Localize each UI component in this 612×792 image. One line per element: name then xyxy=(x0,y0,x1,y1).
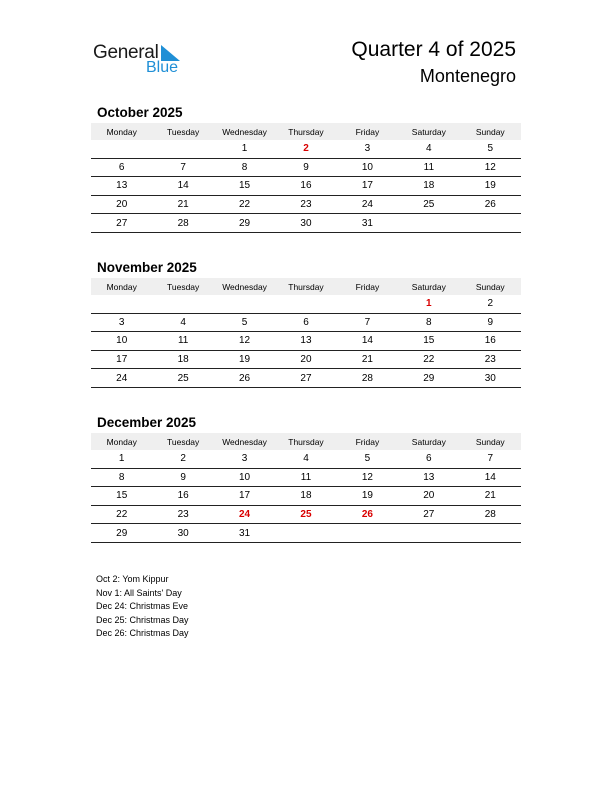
weekday-header: Thursday xyxy=(275,278,336,295)
day-cell: 8 xyxy=(398,313,459,332)
day-cell: 14 xyxy=(337,332,398,351)
day-cell: 15 xyxy=(398,332,459,351)
day-cell: 2 xyxy=(275,140,336,158)
week-row xyxy=(91,140,521,158)
day-cell: 1 xyxy=(398,295,459,313)
weekday-header: Saturday xyxy=(398,433,459,450)
week-row xyxy=(91,369,521,388)
weekday-header: Thursday xyxy=(275,433,336,450)
day-cell xyxy=(152,295,213,313)
weekday-header: Sunday xyxy=(460,433,521,450)
day-cell: 3 xyxy=(337,140,398,158)
day-cell: 25 xyxy=(275,505,336,524)
month-table xyxy=(91,433,521,543)
day-cell: 12 xyxy=(460,158,521,177)
holiday-note: Oct 2: Yom Kippur xyxy=(96,574,169,584)
day-cell: 8 xyxy=(214,158,275,177)
day-cell: 16 xyxy=(152,487,213,506)
day-cell: 10 xyxy=(337,158,398,177)
week-row xyxy=(91,313,521,332)
day-cell xyxy=(91,295,152,313)
day-cell: 21 xyxy=(460,487,521,506)
month-title: November 2025 xyxy=(97,260,197,275)
weekday-header: Tuesday xyxy=(152,123,213,140)
weekday-header-row xyxy=(91,433,521,450)
country-name: Montenegro xyxy=(419,66,516,86)
day-cell: 16 xyxy=(275,177,336,196)
day-cell: 11 xyxy=(398,158,459,177)
day-cell: 25 xyxy=(398,195,459,214)
day-cell: 29 xyxy=(398,369,459,388)
holiday-note: Dec 26: Christmas Day xyxy=(96,628,189,639)
day-cell: 1 xyxy=(214,140,275,158)
month-title: December 2025 xyxy=(97,415,197,430)
day-cell: 19 xyxy=(214,350,275,369)
day-cell: 28 xyxy=(152,214,213,233)
day-cell: 11 xyxy=(152,332,213,351)
day-cell: 11 xyxy=(275,468,336,487)
day-cell: 27 xyxy=(275,369,336,388)
day-cell: 21 xyxy=(152,195,213,214)
day-cell: 30 xyxy=(275,214,336,233)
day-cell: 23 xyxy=(152,505,213,524)
day-cell: 30 xyxy=(460,369,521,388)
day-cell: 5 xyxy=(214,313,275,332)
day-cell: 4 xyxy=(275,450,336,468)
holiday-notes xyxy=(96,573,189,641)
day-cell: 17 xyxy=(91,350,152,369)
day-cell: 1 xyxy=(91,450,152,468)
month-calendar xyxy=(91,413,521,543)
weekday-header: Wednesday xyxy=(214,278,275,295)
day-cell: 2 xyxy=(460,295,521,313)
day-cell: 27 xyxy=(398,505,459,524)
week-row xyxy=(91,332,521,351)
day-cell: 16 xyxy=(460,332,521,351)
weekday-header: Saturday xyxy=(398,278,459,295)
day-cell: 26 xyxy=(337,505,398,524)
weekday-header-row xyxy=(91,278,521,295)
week-row xyxy=(91,295,521,313)
week-row xyxy=(91,468,521,487)
day-cell: 6 xyxy=(275,313,336,332)
day-cell: 22 xyxy=(214,195,275,214)
week-row xyxy=(91,450,521,468)
weekday-header: Friday xyxy=(337,123,398,140)
week-row xyxy=(91,158,521,177)
day-cell: 3 xyxy=(91,313,152,332)
day-cell xyxy=(460,214,521,233)
weekday-header: Monday xyxy=(91,123,152,140)
day-cell: 9 xyxy=(152,468,213,487)
day-cell: 19 xyxy=(460,177,521,196)
day-cell: 19 xyxy=(337,487,398,506)
day-cell xyxy=(91,140,152,158)
day-cell: 13 xyxy=(275,332,336,351)
day-cell xyxy=(214,295,275,313)
day-cell: 18 xyxy=(275,487,336,506)
day-cell xyxy=(398,524,459,543)
day-cell: 9 xyxy=(460,313,521,332)
day-cell: 15 xyxy=(91,487,152,506)
day-cell: 29 xyxy=(91,524,152,543)
day-cell: 28 xyxy=(337,369,398,388)
day-cell: 22 xyxy=(91,505,152,524)
weekday-header: Friday xyxy=(337,278,398,295)
day-cell: 7 xyxy=(152,158,213,177)
day-cell: 17 xyxy=(337,177,398,196)
day-cell: 23 xyxy=(275,195,336,214)
day-cell: 10 xyxy=(214,468,275,487)
weekday-header: Monday xyxy=(91,278,152,295)
day-cell xyxy=(398,214,459,233)
day-cell: 23 xyxy=(460,350,521,369)
page-title: Quarter 4 of 2025 xyxy=(351,38,516,61)
day-cell: 10 xyxy=(91,332,152,351)
day-cell: 31 xyxy=(214,524,275,543)
day-cell: 18 xyxy=(398,177,459,196)
week-row xyxy=(91,487,521,506)
day-cell: 22 xyxy=(398,350,459,369)
day-cell: 20 xyxy=(91,195,152,214)
day-cell: 26 xyxy=(460,195,521,214)
weekday-header: Tuesday xyxy=(152,433,213,450)
day-cell: 6 xyxy=(398,450,459,468)
day-cell: 2 xyxy=(152,450,213,468)
day-cell: 27 xyxy=(91,214,152,233)
day-cell: 28 xyxy=(460,505,521,524)
day-cell: 29 xyxy=(214,214,275,233)
day-cell: 17 xyxy=(214,487,275,506)
logo-word-blue: Blue xyxy=(146,59,179,76)
day-cell xyxy=(152,140,213,158)
day-cell: 24 xyxy=(214,505,275,524)
day-cell: 18 xyxy=(152,350,213,369)
week-row xyxy=(91,505,521,524)
week-row xyxy=(91,195,521,214)
month-calendar xyxy=(91,103,521,233)
day-cell: 4 xyxy=(152,313,213,332)
day-cell: 14 xyxy=(460,468,521,487)
weekday-header-row xyxy=(91,123,521,140)
day-cell: 26 xyxy=(214,369,275,388)
logo-word-general: General xyxy=(93,42,159,63)
weekday-header: Tuesday xyxy=(152,278,213,295)
week-row xyxy=(91,177,521,196)
weekday-header: Wednesday xyxy=(214,123,275,140)
day-cell: 30 xyxy=(152,524,213,543)
weekday-header: Sunday xyxy=(460,123,521,140)
day-cell: 14 xyxy=(152,177,213,196)
day-cell: 5 xyxy=(337,450,398,468)
month-table xyxy=(91,278,521,388)
day-cell: 3 xyxy=(214,450,275,468)
weekday-header: Friday xyxy=(337,433,398,450)
day-cell xyxy=(460,524,521,543)
day-cell: 6 xyxy=(91,158,152,177)
day-cell: 13 xyxy=(398,468,459,487)
day-cell xyxy=(337,295,398,313)
weekday-header: Thursday xyxy=(275,123,336,140)
day-cell: 20 xyxy=(398,487,459,506)
day-cell: 8 xyxy=(91,468,152,487)
day-cell: 5 xyxy=(460,140,521,158)
day-cell: 13 xyxy=(91,177,152,196)
day-cell: 24 xyxy=(337,195,398,214)
day-cell: 20 xyxy=(275,350,336,369)
month-table xyxy=(91,123,521,233)
day-cell: 4 xyxy=(398,140,459,158)
day-cell: 7 xyxy=(460,450,521,468)
holiday-note: Dec 24: Christmas Eve xyxy=(96,601,189,612)
day-cell: 7 xyxy=(337,313,398,332)
weekday-header: Sunday xyxy=(460,278,521,295)
month-title: October 2025 xyxy=(97,105,183,120)
week-row xyxy=(91,524,521,543)
day-cell: 25 xyxy=(152,369,213,388)
day-cell: 12 xyxy=(337,468,398,487)
day-cell: 15 xyxy=(214,177,275,196)
day-cell: 31 xyxy=(337,214,398,233)
weekday-header: Wednesday xyxy=(214,433,275,450)
week-row xyxy=(91,214,521,233)
day-cell: 21 xyxy=(337,350,398,369)
weekday-header: Monday xyxy=(91,433,152,450)
day-cell: 24 xyxy=(91,369,152,388)
month-calendar xyxy=(91,258,521,388)
holiday-note: Dec 25: Christmas Day xyxy=(96,614,189,625)
weekday-header: Saturday xyxy=(398,123,459,140)
day-cell xyxy=(275,295,336,313)
day-cell: 12 xyxy=(214,332,275,351)
day-cell xyxy=(275,524,336,543)
holiday-note: Nov 1: All Saints' Day xyxy=(96,587,182,598)
week-row xyxy=(91,350,521,369)
day-cell xyxy=(337,524,398,543)
day-cell: 9 xyxy=(275,158,336,177)
generalblue-logo xyxy=(93,40,193,80)
